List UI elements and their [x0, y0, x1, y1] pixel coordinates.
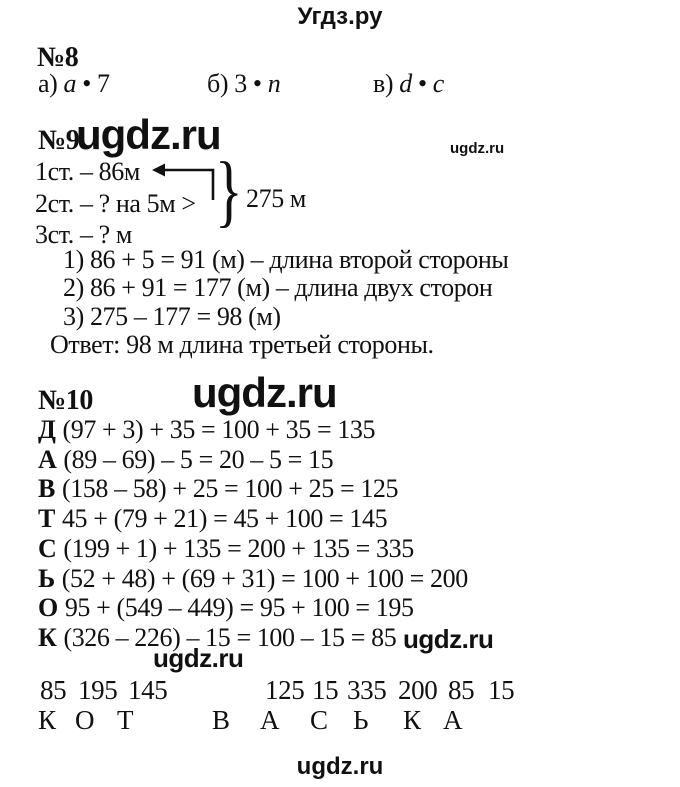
solution-step-2: 2) 86 + 91 = 177 (м) – длина двух сторон [63, 273, 493, 303]
cipher-answer-letter: К [38, 705, 56, 735]
cipher-answer-letter: А [260, 705, 280, 735]
cipher-answer-letter: К [403, 705, 421, 735]
watermark-mid-left: ugdz.ru [153, 643, 244, 673]
page-title: Угдз.ру [297, 3, 383, 30]
cipher-number: 85 [448, 675, 475, 705]
cipher-number: 85 [40, 675, 67, 705]
solution-step-1: 1) 86 + 5 = 91 (м) – длина второй стороны [63, 245, 509, 274]
task9-total: 275 м [246, 184, 306, 213]
equation-row: Т 45 + (79 + 21) = 45 + 100 = 145 [38, 504, 388, 534]
cipher-letter: Д [38, 415, 56, 444]
expression-b: б) 3 • n [207, 69, 281, 98]
pointer-arrow-icon [150, 160, 220, 205]
watermark-small: ugdz.ru [450, 140, 505, 157]
variable: c [432, 69, 444, 98]
task9-number: №9 [38, 125, 80, 156]
cipher-letter: Т [38, 504, 55, 534]
given-line-3: 3ст. – ? м [35, 220, 132, 249]
cipher-answer-letter: В [212, 705, 230, 735]
watermark-task9: ugdz.ru [76, 111, 221, 158]
equation-row: О 95 + (549 – 449) = 95 + 100 = 195 [38, 593, 414, 623]
cipher-number: 335 [347, 675, 387, 705]
cipher-answer-letter: Ь [353, 705, 369, 735]
watermark-task10: ugdz.ru [192, 369, 337, 416]
cipher-number: 195 [78, 675, 118, 705]
equation-row: В (158 – 58) + 25 = 100 + 25 = 125 [38, 474, 399, 504]
equation-row: С (199 + 1) + 135 = 200 + 135 = 335 [38, 533, 414, 563]
equation-row: К (326 – 226) – 15 = 100 – 15 = 85 [38, 622, 397, 652]
cipher-number: 15 [488, 675, 515, 705]
given-line-2: 2ст. – ? на 5м > [35, 188, 196, 218]
given-line-1: 1ст. – 86м [35, 157, 140, 186]
equation-row: Д (97 + 3) + 35 = 100 + 35 = 135 [38, 415, 376, 444]
cipher-letter: В [38, 474, 55, 504]
solution-step-3: 3) 275 – 177 = 98 (м) [63, 301, 281, 331]
cipher-answer-letter: Т [117, 705, 134, 735]
variable: d [399, 69, 412, 98]
cipher-letter: С [38, 533, 57, 563]
cipher-answer-letter: С [310, 705, 328, 735]
variable: n [267, 69, 281, 98]
task8-number: №8 [37, 42, 79, 73]
curly-brace: } [215, 147, 243, 235]
cipher-letters-row [0, 707, 680, 735]
cipher-answer-letter: А [443, 705, 463, 735]
cipher-number: 200 [398, 675, 438, 705]
cipher-letter: О [38, 593, 58, 623]
expression-c: в) d • c [373, 69, 444, 98]
multiply-dot: • [417, 69, 427, 98]
cipher-number: 145 [128, 675, 168, 705]
cipher-number: 15 [312, 675, 339, 705]
multiply-dot: • [252, 69, 262, 98]
variable: a [63, 69, 77, 98]
footer-watermark: ugdz.ru [296, 753, 384, 780]
task8-expressions [0, 71, 680, 101]
cipher-numbers-row [0, 677, 680, 705]
cipher-letter: Ь [38, 563, 55, 593]
cipher-letter: К [38, 622, 57, 652]
equation-row: А (89 – 69) – 5 = 20 – 5 = 15 [38, 444, 334, 474]
answer-line: Ответ: 98 м длина третьей стороны. [50, 329, 434, 359]
expression-a: а) a • 7 [38, 69, 110, 98]
cipher-number: 125 [265, 675, 305, 705]
task10-number: №10 [38, 385, 93, 416]
task9-solution [50, 246, 508, 359]
multiply-dot: • [82, 69, 91, 98]
watermark-mid-right: ugdz.ru [403, 624, 494, 654]
equation-row: Ь (52 + 48) + (69 + 31) = 100 + 100 = 200 [38, 563, 468, 593]
task10-equations [38, 415, 468, 653]
cipher-letter: А [38, 444, 57, 474]
cipher-answer-letter: О [75, 705, 95, 735]
